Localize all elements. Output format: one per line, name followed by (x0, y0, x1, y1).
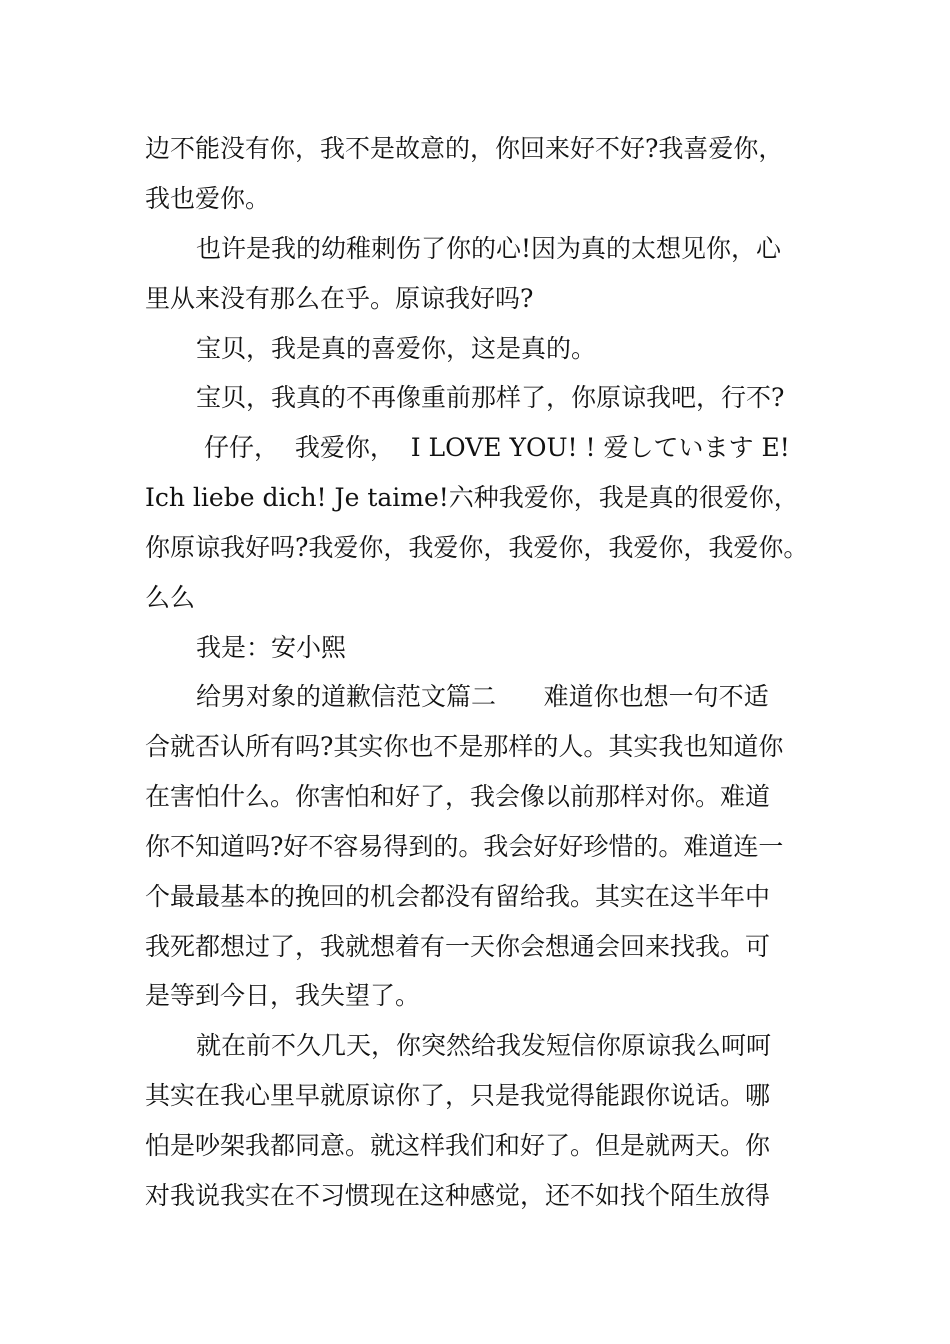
text-line: 个最最基本的挽回的机会都没有留给我。其实在这半年中 (145, 882, 771, 911)
text-line: 宝贝，我真的不再像重前那样了，你原谅我吧，行不? (196, 383, 785, 412)
text-line: 就在前不久几天，你突然给我发短信你原谅我么呵呵 (196, 1031, 772, 1060)
text-line: 我也爱你。 (145, 184, 271, 213)
text-line: 在害怕什么。你害怕和好了，我会像以前那样对你。难道 (145, 782, 771, 811)
text-line: 边不能没有你，我不是故意的，你回来好不好?我喜爱你， (145, 134, 784, 163)
text-line: 其实在我心里早就原谅你了，只是我觉得能跟你说话。哪 (145, 1081, 771, 1110)
text-line: 里从来没有那么在乎。原谅我好吗? (145, 284, 534, 313)
text-line: 对我说我实在不习惯现在这种感觉，还不如找个陌生放得 (145, 1181, 771, 1210)
text-line: 你不知道吗?好不容易得到的。我会好好珍惜的。难道连一 (145, 832, 784, 861)
text-line: 宝贝，我是真的喜爱你，这是真的。 (196, 334, 597, 363)
text-line: 你原谅我好吗?我爱你，我爱你，我爱你，我爱你，我爱你。 (145, 533, 809, 562)
text-line: 合就否认所有吗?其实你也不是那样的人。其实我也知道你 (145, 732, 784, 761)
text-line: 是等到今日，我失望了。 (145, 981, 421, 1010)
text-line: 么么 (145, 583, 196, 612)
text-line: 也许是我的幼稚刺伤了你的心!因为真的太想见你，心 (196, 234, 782, 263)
text-line: 仔仔， 我爱你， I LOVE YOU! ! 爱しています E! (196, 433, 790, 462)
text-line: 给男对象的道歉信范文篇二 难道你也想一句不适 (196, 682, 769, 711)
text-line: 怕是吵架我都同意。就这样我们和好了。但是就两天。你 (145, 1131, 771, 1160)
text-line: 我是：安小熙 (196, 633, 347, 662)
text-line: 我死都想过了，我就想着有一天你会想通会回来找我。可 (145, 932, 771, 961)
text-line: Ich liebe dich! Je taime!六种我爱你，我是真的很爱你， (145, 483, 799, 512)
